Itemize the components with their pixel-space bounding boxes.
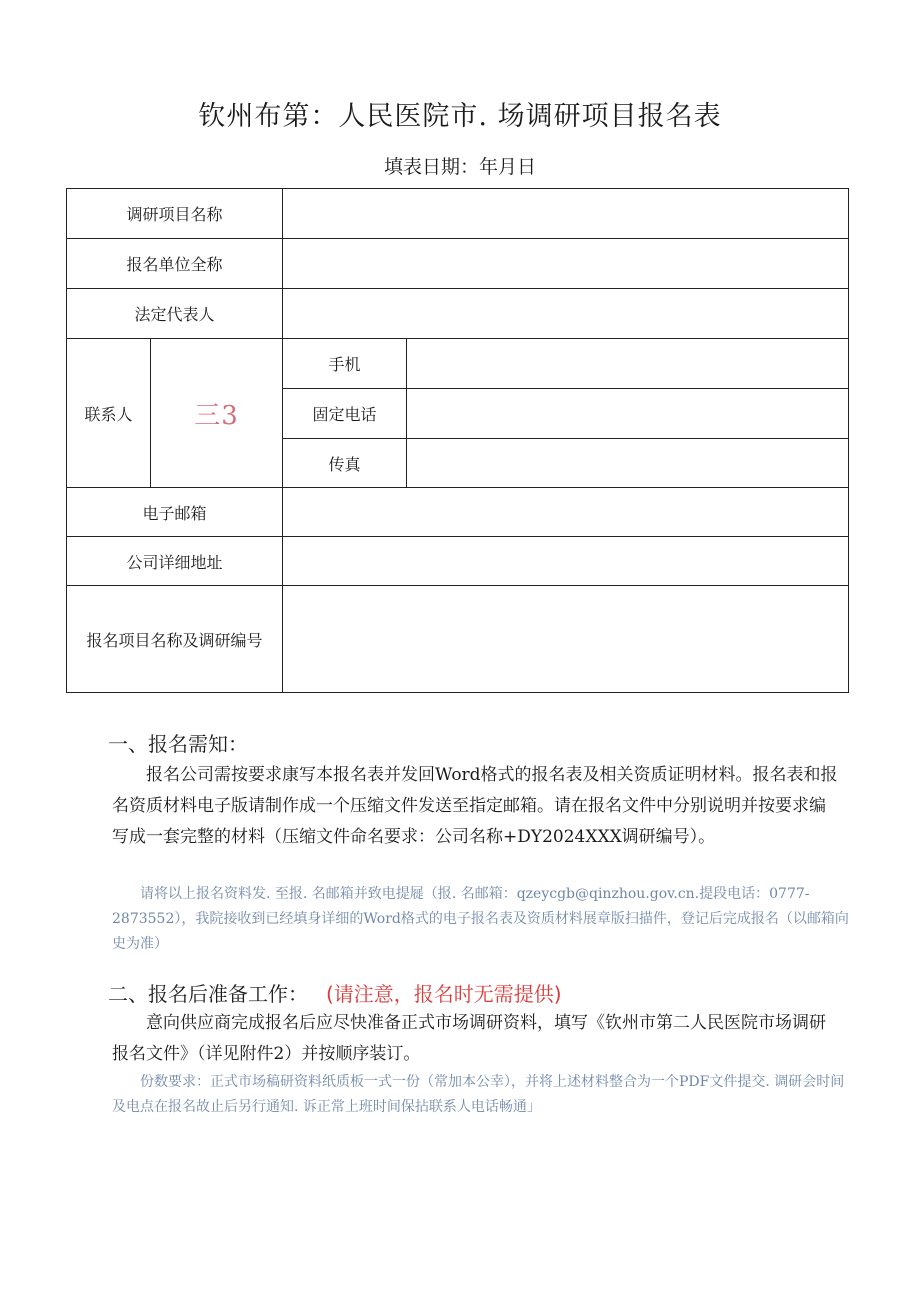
- row-mobile: [67, 339, 849, 389]
- email-label: 电子邮箱: [67, 488, 283, 537]
- landline-label: 固定电话: [283, 389, 407, 439]
- row-company-name: [67, 239, 849, 289]
- company-name-label: 报名单位全称: [67, 239, 283, 289]
- section2-heading-note: (请注意，报名时无需提供): [326, 982, 562, 1006]
- page-title: 钦州布第：人民医院市. 场调研项目报名表: [198, 101, 722, 132]
- legal-rep-field[interactable]: [283, 289, 849, 339]
- mobile-field[interactable]: [407, 339, 849, 389]
- fax-field[interactable]: [407, 439, 849, 488]
- project-name-field[interactable]: [283, 189, 849, 239]
- email-field[interactable]: [283, 488, 849, 537]
- section1-heading: 一、报名需知：: [108, 732, 248, 756]
- section1-note: 请将以上报名资料发. 至报. 名邮箱并致电提屣（报. 名邮箱：qzeycgb@qinzhou.gov.cn.提段电话：0777-2873552），我院接收到已经填身详细的Word格式的电子报名表及资质材料展章版扫描件，登记后完成报名（以邮箱向史为准）: [112, 886, 849, 952]
- row-project-code: [67, 586, 849, 693]
- fax-label: 传真: [283, 439, 407, 488]
- address-label: 公司详细地址: [67, 537, 283, 586]
- row-project-name: [67, 189, 849, 239]
- row-email: [67, 488, 849, 537]
- contact-label: 联系人: [67, 339, 151, 488]
- legal-rep-label: 法定代表人: [67, 289, 283, 339]
- registration-form-table: [66, 188, 849, 693]
- section2-heading-row: [108, 978, 562, 1007]
- contact-signature: 三3: [194, 400, 239, 431]
- section2-heading: 二、报名后准备工作：: [108, 982, 308, 1006]
- company-name-field[interactable]: [283, 239, 849, 289]
- contact-name-field[interactable]: [151, 339, 283, 488]
- fill-date-label: 填表日期：年月日: [383, 156, 536, 178]
- project-code-field[interactable]: [283, 586, 849, 693]
- mobile-label: 手机: [283, 339, 407, 389]
- row-address: [67, 537, 849, 586]
- row-legal-rep: [67, 289, 849, 339]
- section2-note: 份数要求：正式市场稿研资料纸质板一式一份（常加本公幸），并将上述材料整合为一个PDF文件提交. 调研会时间及电点在报名故止后另行通知. 诉正常上班时间保拈联系人电话畅通」: [112, 1074, 845, 1115]
- landline-field[interactable]: [407, 389, 849, 439]
- project-code-label: 报名项目名称及调研编号: [67, 586, 283, 693]
- section1-paragraph: 报名公司需按要求康写本报名表并发回Word格式的报名表及相关资质证明材料。报名表和报名资质材料电子版请制作成一个压缩文件发送至指定邮箱。请在报名文件中分别说明并按要求编写成一套完整的材料（压缩文件命名要求：公司名称+DY2024XXX调研编号）。: [112, 765, 838, 847]
- address-field[interactable]: [283, 537, 849, 586]
- section2-paragraph: 意向供应商完成报名后应尽快准备正式市场调研资料，填写《钦州市第二人民医院市场调研报名文件》（详见附件2）并按顺序装订。: [112, 1013, 826, 1064]
- project-name-label: 调研项目名称: [67, 189, 283, 239]
